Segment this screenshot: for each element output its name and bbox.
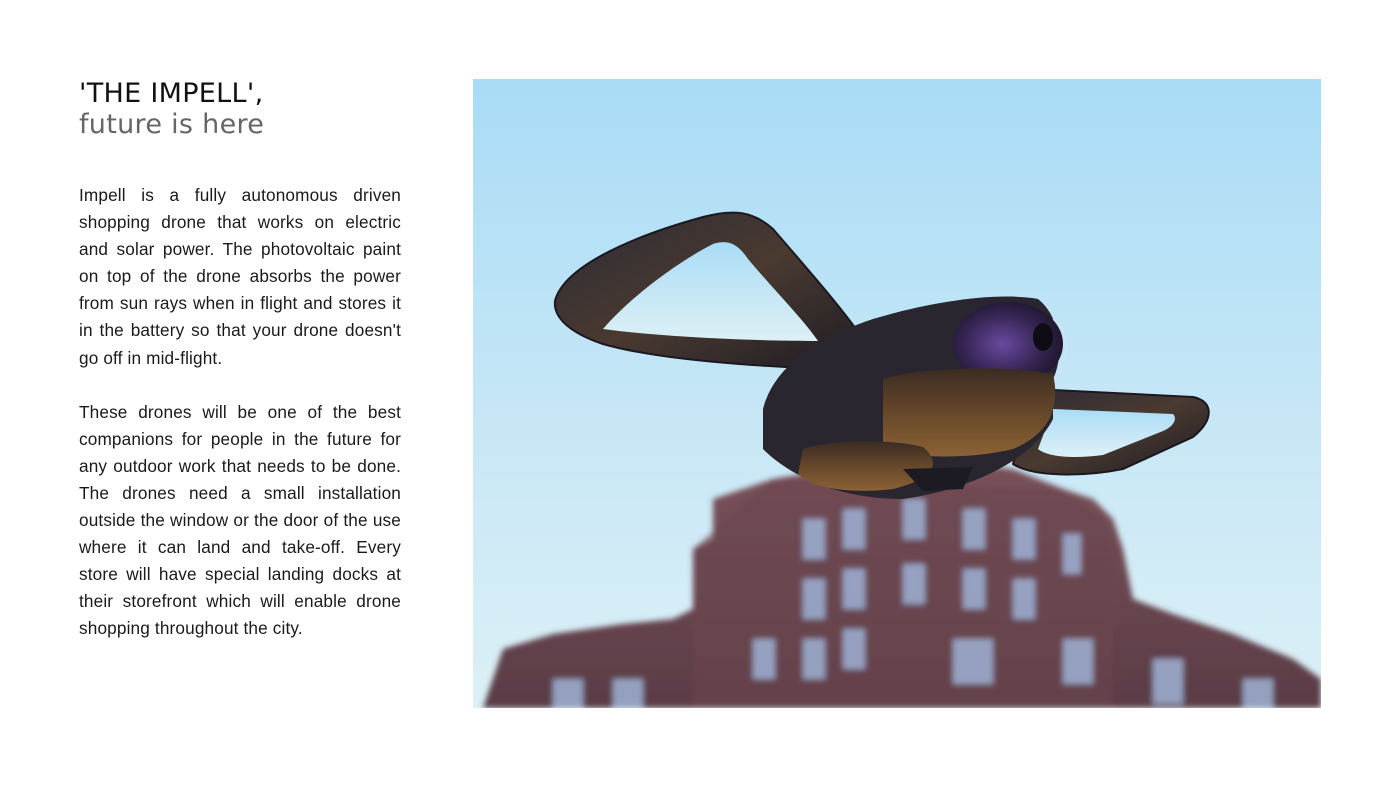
hero-image-drone-render — [473, 79, 1321, 708]
body-paragraph-2: These drones will be one of the best companions for people in the future for any outdoor work that needs to be done. The drones need a small installation outside the window or the door of the use where it can land and take-off. Every store will have special landing docks at their storefront which will enable drone shopping throughout the city. — [79, 401, 401, 639]
text-column — [79, 78, 401, 643]
title-line-2: future is here — [79, 109, 265, 140]
body-paragraph-1: Impell is a fully autonomous driven shopping drone that works on electric and solar power. The photovoltaic paint on top of the drone absorbs the power from sun rays when in flight and stores it in the battery so that your drone doesn't go off in mid-flight. — [79, 185, 401, 368]
title-line-1: 'THE IMPELL', — [79, 78, 264, 109]
drone-illustration — [473, 79, 1321, 708]
